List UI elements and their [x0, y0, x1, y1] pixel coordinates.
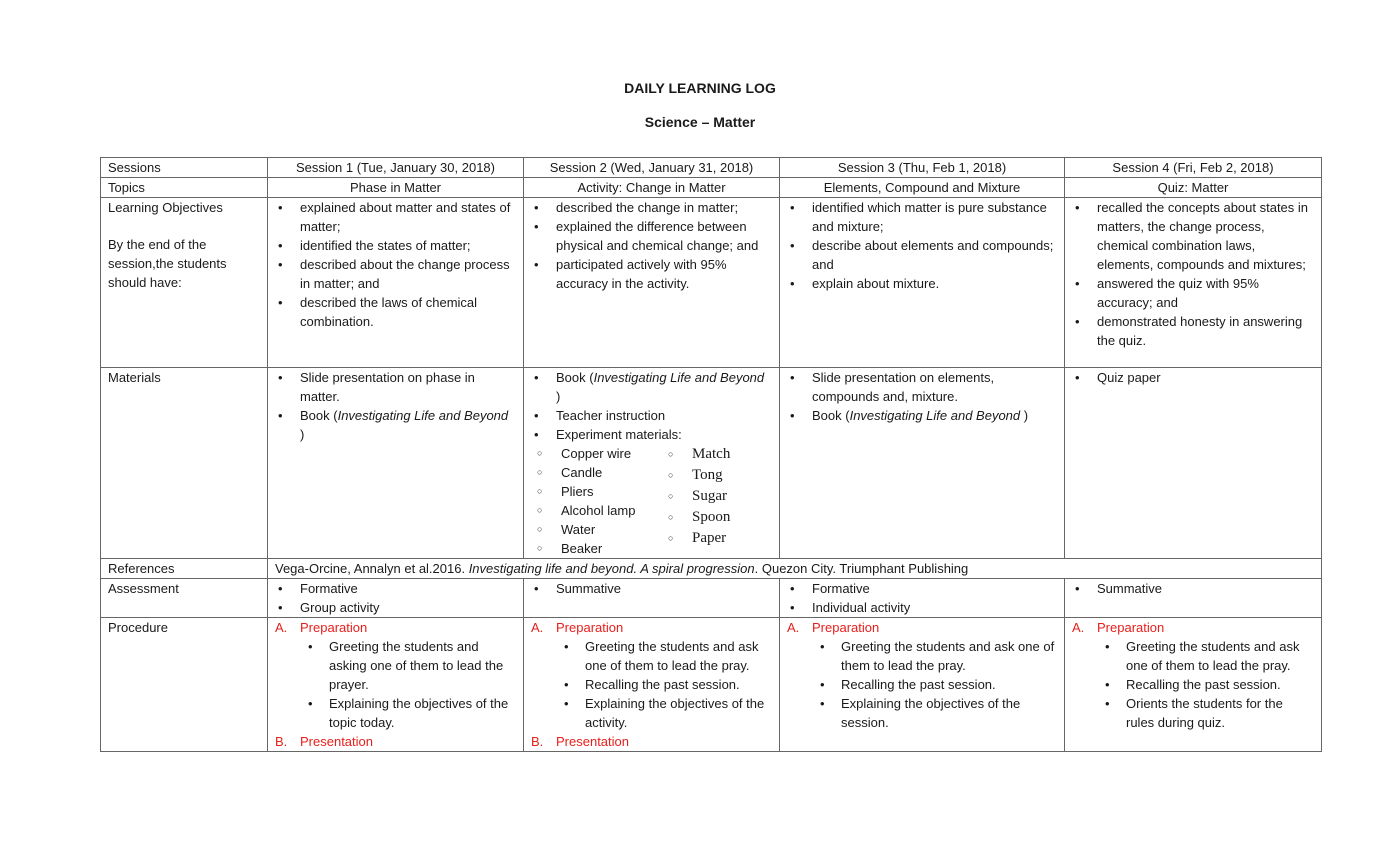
procedure-step-preparation	[275, 618, 516, 637]
procedure-item: • Greeting the students and ask one of them to lead the pray.	[787, 637, 1057, 675]
material-item	[531, 425, 772, 444]
material-text: Book (	[300, 408, 338, 423]
objective-item: • explained about matter and states of matter;	[275, 198, 516, 236]
session-1-objectives	[268, 198, 524, 368]
document-subtitle: Science – Matter	[644, 114, 756, 130]
material-item	[531, 368, 772, 406]
experiment-material: ○ Paper	[662, 528, 730, 549]
material-item: • Quiz paper	[1072, 368, 1314, 387]
experiment-material: ○ Alcohol lamp	[531, 501, 662, 520]
objective-item: • answered the quiz with 95% accuracy; and	[1072, 274, 1314, 312]
objective-item: • identified which matter is pure substance and mixture;	[787, 198, 1057, 236]
citation-publisher: . Quezon City. Triumphant Publishing	[754, 561, 969, 576]
step-label: Preparation	[812, 620, 880, 635]
material-text: )	[300, 427, 305, 442]
experiment-material: ○ Copper wire	[531, 444, 662, 463]
session-2-procedure	[524, 618, 780, 752]
objective-item: • recalled the concepts about states in matters, the change process, chemical combination laws, elements, compounds and mixtures;	[1072, 198, 1314, 274]
assessment-item: • Formative	[275, 579, 516, 598]
step-label: Preparation	[300, 620, 368, 635]
objectives-sublabel: By the end of the session,the students should have:	[108, 237, 227, 290]
step-marker: A.	[531, 620, 544, 635]
assessment-item: • Summative	[1072, 579, 1314, 598]
session-4-header: Session 4 (Fri, Feb 2, 2018)	[1065, 158, 1322, 178]
procedure-row	[101, 618, 1322, 752]
material-item: • Teacher instruction	[531, 406, 772, 425]
step-marker: B.	[531, 734, 544, 749]
topics-row	[101, 178, 1322, 198]
session-4-assessment	[1065, 579, 1322, 618]
session-2-materials	[524, 368, 780, 559]
session-1-procedure	[268, 618, 524, 752]
session-4-objectives	[1065, 198, 1322, 368]
procedure-step-preparation	[787, 618, 1057, 637]
objective-item: • describe about elements and compounds; and	[787, 236, 1057, 274]
session-4-topic: Quiz: Matter	[1065, 178, 1322, 198]
experiment-material: ○ Water	[531, 520, 662, 539]
row-label-procedure: Procedure	[101, 618, 268, 752]
procedure-item: • Recalling the past session.	[1072, 675, 1314, 694]
session-4-procedure	[1065, 618, 1322, 752]
citation-title: Investigating life and beyond. A spiral progression	[468, 561, 755, 576]
objectives-row	[101, 198, 1322, 368]
citation-author: Vega-Orcine, Annalyn et al.2016.	[275, 561, 469, 576]
row-label-objectives	[101, 198, 268, 368]
step-label: Preparation	[1097, 620, 1165, 635]
objective-item: • participated actively with 95% accuracy in the activity.	[531, 255, 772, 293]
material-text: Book (	[812, 408, 850, 423]
procedure-item: • Greeting the students and asking one of them to lead the prayer.	[275, 637, 516, 694]
book-title: Investigating Life and Beyond	[849, 408, 1021, 423]
assessment-item: • Formative	[787, 579, 1057, 598]
step-marker: A.	[787, 620, 800, 635]
step-label: Presentation	[556, 734, 629, 749]
book-title: Investigating Life and Beyond	[337, 408, 509, 423]
row-label-references: References	[101, 559, 268, 579]
procedure-item: • Orients the students for the rules during quiz.	[1072, 694, 1314, 732]
row-label-assessment: Assessment	[101, 579, 268, 618]
step-marker: A.	[275, 620, 288, 635]
procedure-item: • Greeting the students and ask one of them to lead the pray.	[1072, 637, 1314, 675]
step-marker: A.	[1072, 620, 1085, 635]
procedure-step-preparation	[531, 618, 772, 637]
experiment-materials-label: Experiment materials:	[556, 427, 682, 442]
objective-item: • described about the change process in matter; and	[275, 255, 516, 293]
material-item	[787, 406, 1057, 425]
experiment-material: ○ Spoon	[662, 507, 730, 528]
session-4-materials	[1065, 368, 1322, 559]
references-row	[101, 559, 1322, 579]
session-3-assessment	[780, 579, 1065, 618]
objective-item: • explained the difference between physical and chemical change; and	[531, 217, 772, 255]
procedure-step-presentation	[275, 732, 516, 751]
assessment-item: • Group activity	[275, 598, 516, 617]
session-3-materials	[780, 368, 1065, 559]
step-label: Presentation	[300, 734, 373, 749]
session-3-topic: Elements, Compound and Mixture	[780, 178, 1065, 198]
session-2-objectives	[524, 198, 780, 368]
row-label-materials: Materials	[101, 368, 268, 559]
objectives-label: Learning Objectives	[108, 200, 223, 215]
sessions-row	[101, 158, 1322, 178]
row-label-sessions: Sessions	[101, 158, 268, 178]
objective-item: • identified the states of matter;	[275, 236, 516, 255]
procedure-item: • Explaining the objectives of the topic today.	[275, 694, 516, 732]
objective-item: • demonstrated honesty in answering the quiz.	[1072, 312, 1314, 350]
experiment-material: ○ Pliers	[531, 482, 662, 501]
material-item: • Slide presentation on elements, compounds and, mixture.	[787, 368, 1057, 406]
session-1-materials	[268, 368, 524, 559]
experiment-material: ○ Sugar	[662, 486, 730, 507]
session-2-assessment	[524, 579, 780, 618]
reference-citation	[268, 559, 1322, 579]
procedure-item: • Greeting the students and ask one of them to lead the pray.	[531, 637, 772, 675]
experiment-material: ○ Candle	[531, 463, 662, 482]
book-title: Investigating Life and Beyond	[593, 370, 765, 385]
material-item: • Slide presentation on phase in matter.	[275, 368, 516, 406]
material-text: )	[556, 389, 561, 404]
session-2-topic: Activity: Change in Matter	[524, 178, 780, 198]
experiment-material: ○ Match	[662, 444, 730, 465]
row-label-topics: Topics	[101, 178, 268, 198]
procedure-item: • Explaining the objectives of the session.	[787, 694, 1057, 732]
objective-item: • described the change in matter;	[531, 198, 772, 217]
material-text: Book (	[556, 370, 594, 385]
procedure-item: • Explaining the objectives of the activity.	[531, 694, 772, 732]
session-1-assessment	[268, 579, 524, 618]
objective-item: • described the laws of chemical combination.	[275, 293, 516, 331]
material-item	[275, 406, 516, 444]
procedure-item: • Recalling the past session.	[787, 675, 1057, 694]
experiment-material: ○ Tong	[662, 465, 730, 486]
procedure-item: • Recalling the past session.	[531, 675, 772, 694]
objective-item: • explain about mixture.	[787, 274, 1057, 293]
assessment-row	[101, 579, 1322, 618]
session-3-header: Session 3 (Thu, Feb 1, 2018)	[780, 158, 1065, 178]
material-text: )	[1020, 408, 1029, 423]
experiment-material: ○ Beaker	[531, 539, 662, 558]
learning-log-table	[100, 157, 1322, 752]
materials-row	[101, 368, 1322, 559]
step-label: Preparation	[556, 620, 624, 635]
experiment-materials-list	[531, 444, 772, 558]
document-title: DAILY LEARNING LOG	[624, 80, 776, 96]
procedure-step-preparation	[1072, 618, 1314, 637]
procedure-step-presentation	[531, 732, 772, 751]
step-marker: B.	[275, 734, 288, 749]
session-2-header: Session 2 (Wed, January 31, 2018)	[524, 158, 780, 178]
session-1-header: Session 1 (Tue, January 30, 2018)	[268, 158, 524, 178]
assessment-item: • Individual activity	[787, 598, 1057, 617]
session-3-procedure	[780, 618, 1065, 752]
assessment-item: • Summative	[531, 579, 772, 598]
session-1-topic: Phase in Matter	[268, 178, 524, 198]
session-3-objectives	[780, 198, 1065, 368]
